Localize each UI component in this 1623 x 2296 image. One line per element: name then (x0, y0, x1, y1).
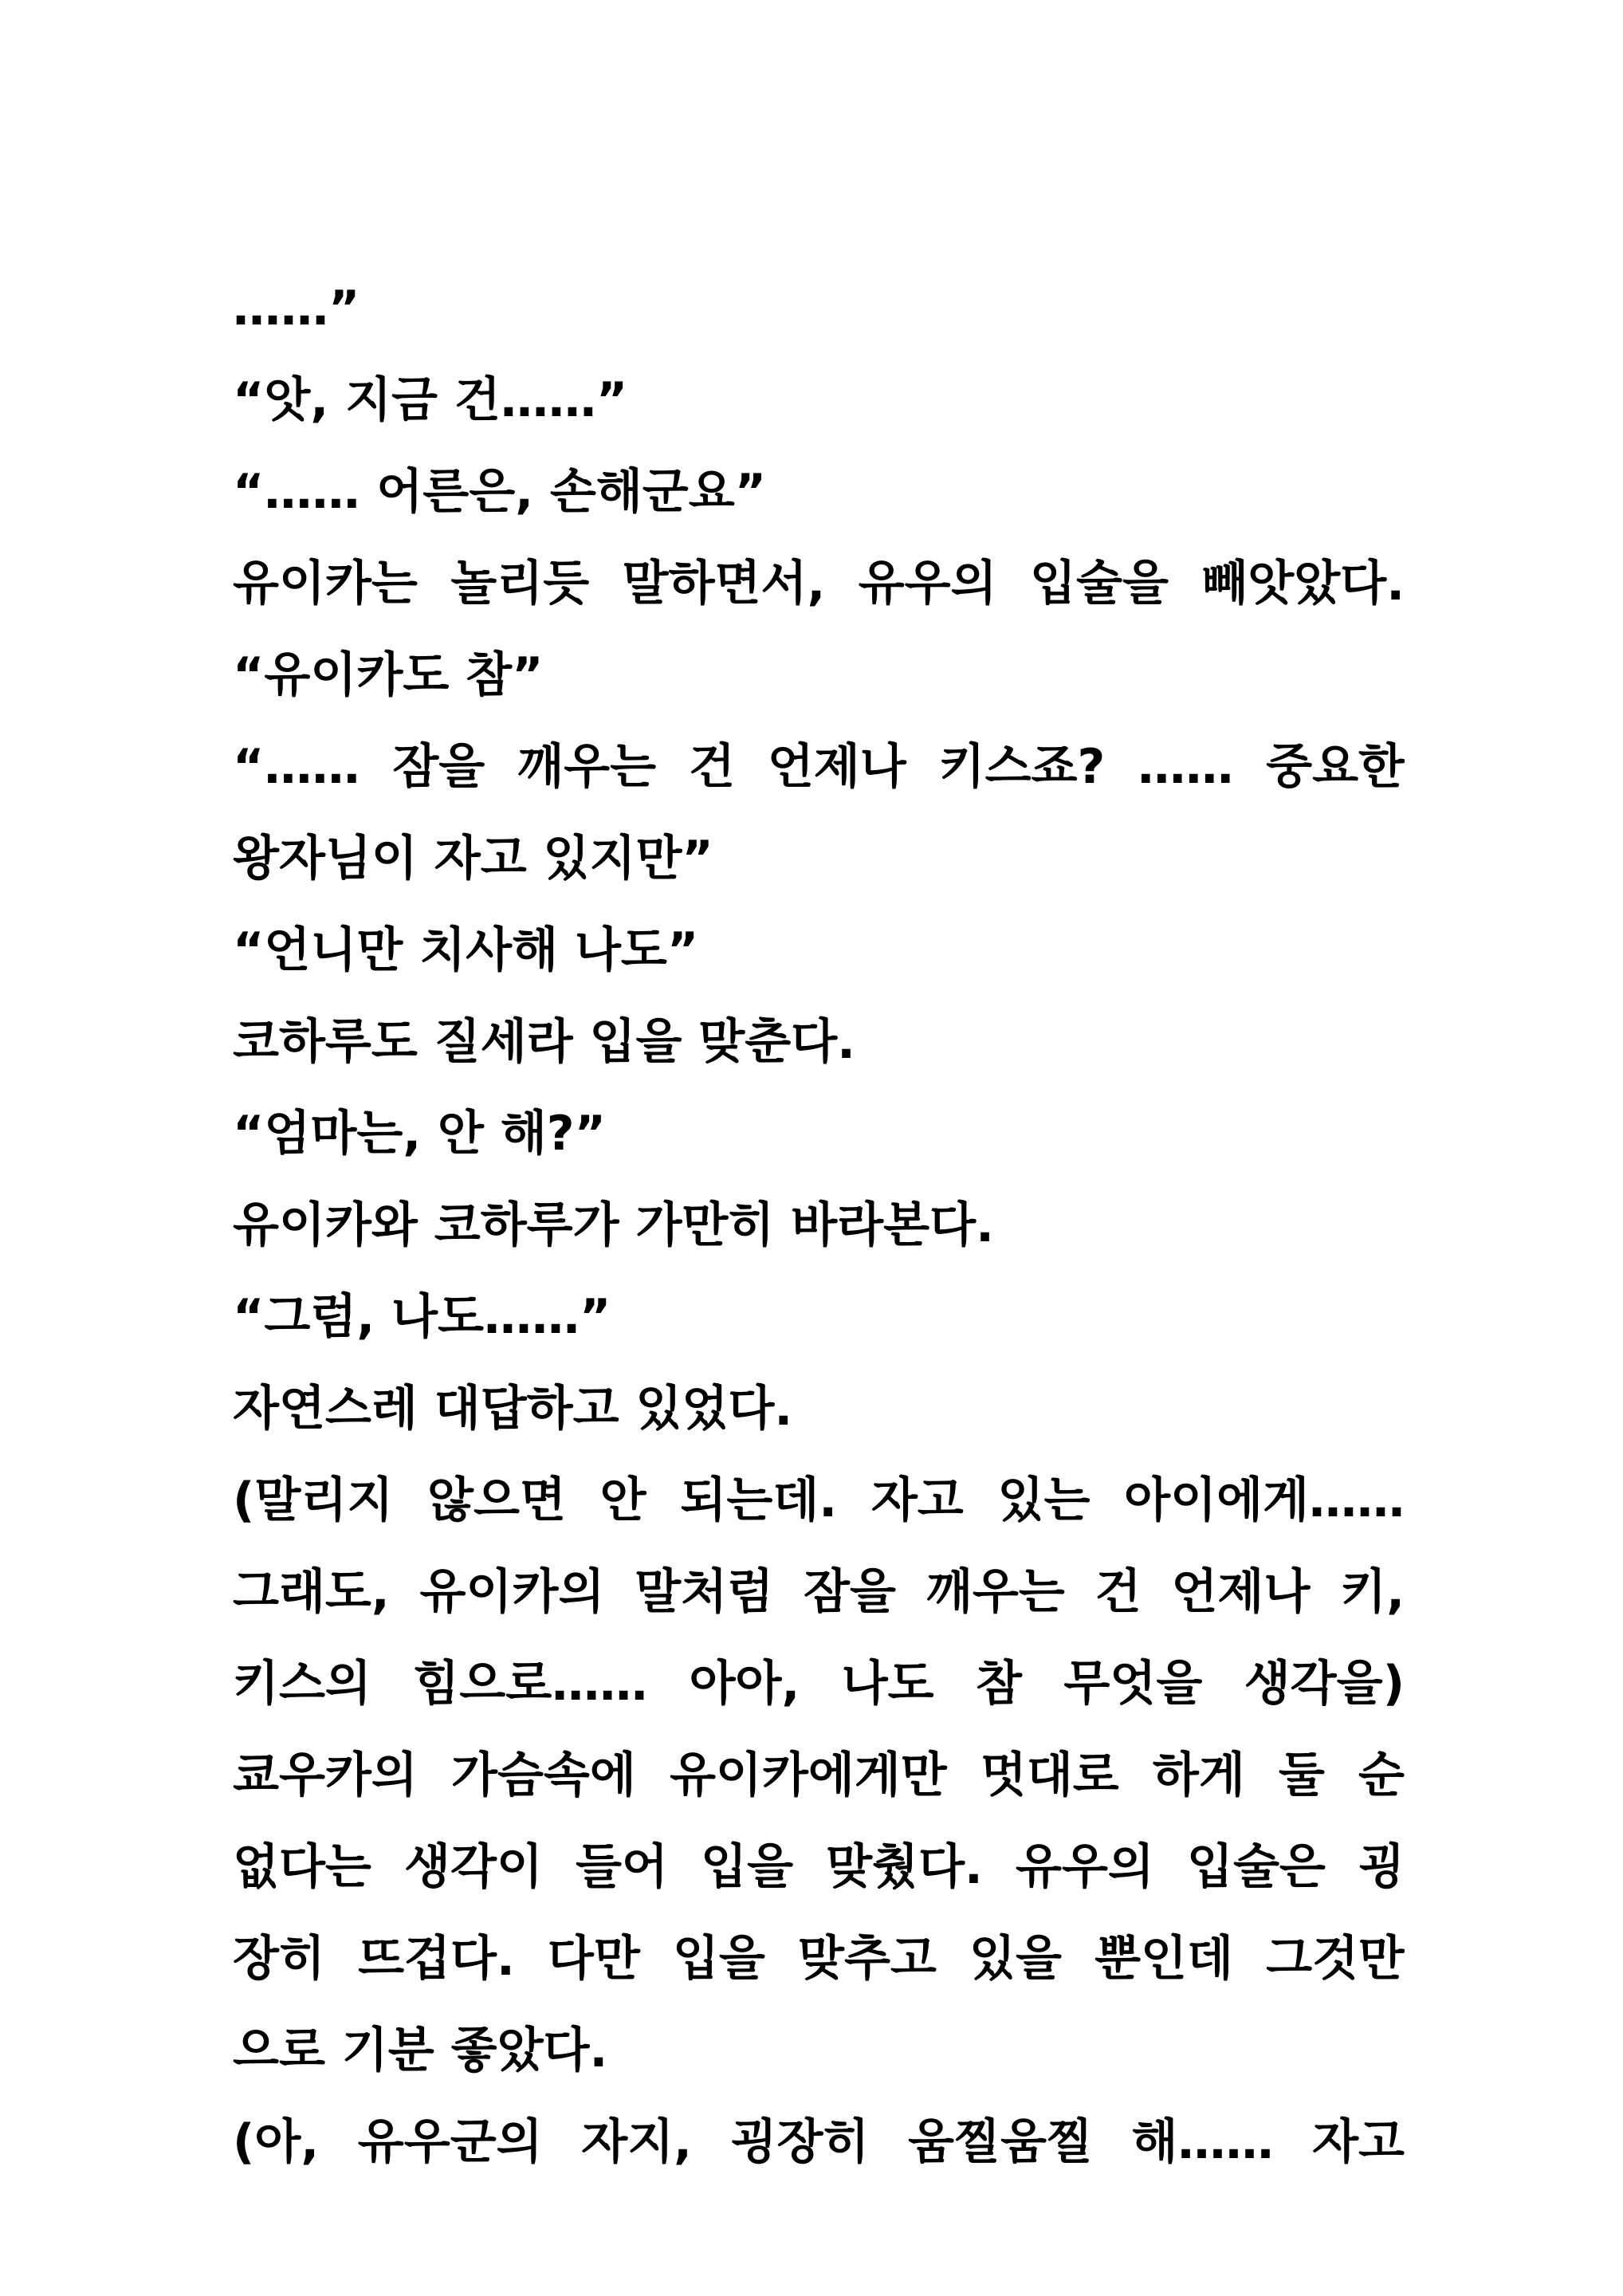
text-line: 자연스레 대답하고 있었다. (233, 1381, 793, 1437)
text-line: (말리지 않으면 안 되는데. 자고 있는 아이에게…… (233, 1472, 1405, 1528)
text-line: 쿄우카의 가슴속에 유이카에게만 멋대로 하게 둘 순 (233, 1748, 1405, 1803)
text-line: 장히 뜨겁다. 다만 입을 맞추고 있을 뿐인데 그것만 (233, 1931, 1405, 1987)
text-line: “엄마는, 안 해?” (233, 1106, 607, 1162)
text-line: “앗, 지금 건……” (233, 372, 628, 428)
text-line: “…… 어른은, 손해군요” (233, 464, 767, 520)
text-line: 코하루도 질세라 입을 맞춘다. (233, 1014, 855, 1070)
text-line: “유이카도 참” (233, 647, 544, 703)
text-line: 으로 기분 좋았다. (233, 2023, 608, 2078)
text-line: 왕자님이 자고 있지만” (233, 831, 713, 887)
text-line: “…… 잠을 깨우는 건 언제나 키스죠? …… 중요한 (233, 739, 1405, 795)
text-line: “언니만 치사해 나도” (233, 922, 699, 978)
text-line: 유이카와 코하루가 가만히 바라본다. (233, 1197, 994, 1253)
text-line: 유이카는 놀리듯 말하면서, 유우의 입술을 빼앗았다. (233, 556, 1405, 611)
text-line: 없다는 생각이 들어 입을 맞췄다. 유우의 입술은 굉 (233, 1839, 1405, 1895)
text-line: 그래도, 유이카의 말처럼 잠을 깨우는 건 언제나 키, (233, 1564, 1405, 1620)
text-line: ……” (233, 281, 360, 336)
text-line: 키스의 힘으로…… 아아, 나도 참 무엇을 생각을) (233, 1656, 1405, 1712)
text-line: “그럼, 나도……” (233, 1289, 611, 1345)
text-line: (아, 유우군의 자지, 굉장히 움찔움찔 해…… 자고 (233, 2114, 1405, 2170)
body-text (233, 263, 1405, 2188)
